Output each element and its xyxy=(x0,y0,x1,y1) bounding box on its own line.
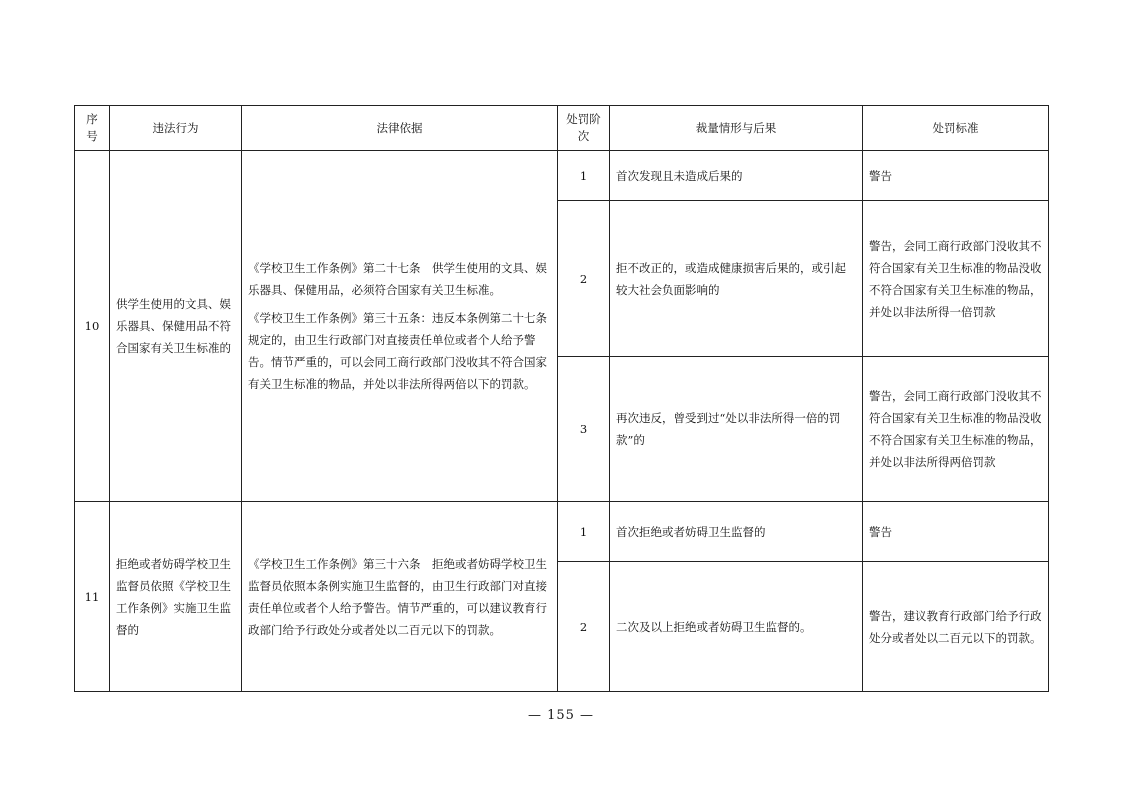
header-circumstance: 裁量情形与后果 xyxy=(610,106,863,151)
item-legal-basis xyxy=(242,151,558,502)
stage-number: 2 xyxy=(558,201,610,357)
stage-standard: 警告，会同工商行政部门没收其不符合国家有关卫生标准的物品没收不符合国家有关卫生标准的物品，并处以非法所得一倍罚款 xyxy=(863,201,1049,357)
stage-circumstance: 再次违反，曾受到过“处以非法所得一倍的罚款”的 xyxy=(610,357,863,502)
item-seq: 10 xyxy=(75,151,110,502)
stage-circumstance: 首次发现且未造成后果的 xyxy=(610,151,863,201)
item-seq: 11 xyxy=(75,502,110,692)
stage-standard: 警告，建议教育行政部门给予行政处分或者处以二百元以下的罚款。 xyxy=(863,562,1049,692)
header-legal-basis: 法律依据 xyxy=(242,106,558,151)
table-row xyxy=(75,151,1049,201)
stage-number: 3 xyxy=(558,357,610,502)
item-legal-basis xyxy=(242,502,558,692)
stage-number: 1 xyxy=(558,151,610,201)
header-standard: 处罚标准 xyxy=(863,106,1049,151)
stage-circumstance: 首次拒绝或者妨碍卫生监督的 xyxy=(610,502,863,562)
penalty-standards-table xyxy=(74,105,1049,692)
stage-standard: 警告 xyxy=(863,151,1049,201)
legal-basis-paragraph: 《学校卫生工作条例》第三十六条 拒绝或者妨碍学校卫生监督员依照本条例实施卫生监督的，由卫生行政部门对直接责任单位或者个人给予警告。情节严重的，可以建议教育行政部门给予行政处分或者处以二百元以下的罚款。 xyxy=(248,556,547,637)
table-row xyxy=(75,502,1049,562)
legal-basis-paragraph: 《学校卫生工作条例》第二十七条 供学生使用的文具、娱乐器具、保健用品，必须符合国家有关卫生标准。 xyxy=(248,261,547,297)
legal-basis-paragraph: 《学校卫生工作条例》第三十五条：违反本条例第二十七条规定的，由卫生行政部门对直接责任单位或者个人给予警告。情节严重的，可以会同工商行政部门没收其不符合国家有关卫生标准的物品，并处以非法所得两倍以下的罚款。 xyxy=(248,311,547,391)
stage-number: 2 xyxy=(558,562,610,692)
item-violation: 供学生使用的文具、娱乐器具、保健用品不符合国家有关卫生标准的 xyxy=(110,151,242,502)
header-seq: 序号 xyxy=(75,106,110,151)
stage-number: 1 xyxy=(558,502,610,562)
stage-circumstance: 拒不改正的，或造成健康损害后果的，或引起较大社会负面影响的 xyxy=(610,201,863,357)
page-number: — 155 — xyxy=(527,708,595,723)
stage-circumstance: 二次及以上拒绝或者妨碍卫生监督的。 xyxy=(610,562,863,692)
header-violation: 违法行为 xyxy=(110,106,242,151)
stage-standard: 警告，会同工商行政部门没收其不符合国家有关卫生标准的物品没收不符合国家有关卫生标准的物品，并处以非法所得两倍罚款 xyxy=(863,357,1049,502)
table-header-row xyxy=(75,106,1049,151)
item-violation: 拒绝或者妨碍学校卫生监督员依照《学校卫生工作条例》实施卫生监督的 xyxy=(110,502,242,692)
stage-standard: 警告 xyxy=(863,502,1049,562)
header-stage: 处罚阶次 xyxy=(558,106,610,151)
